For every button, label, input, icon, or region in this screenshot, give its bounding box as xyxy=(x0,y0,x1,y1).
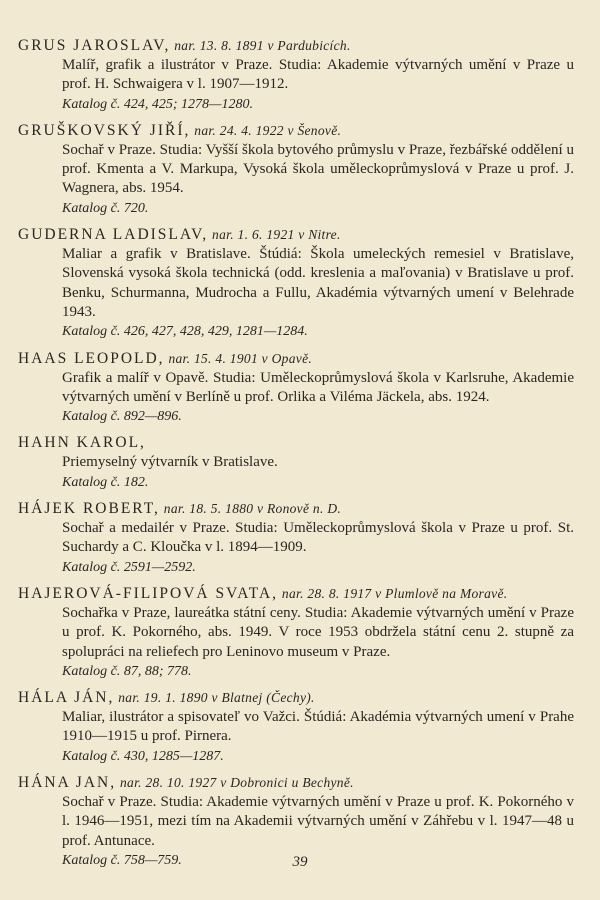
biography: Sochař v Praze. Studia: Vyšší škola bytového průmyslu v Praze, řezbářské oddělení u prof. Kmenta a V. Markupa, Vysoká škola uměleckoprůmyslová v Praze u prof. J. Wagnera, abs. 1954. xyxy=(62,141,574,197)
birth-info: nar. 19. 1. 1890 v Blatnej (Čechy). xyxy=(118,690,315,706)
artist-entry xyxy=(18,584,574,681)
artist-entry xyxy=(18,349,574,427)
artist-entry xyxy=(18,36,574,114)
catalog-reference: Katalog č. 720. xyxy=(62,200,149,216)
entry-text xyxy=(62,604,574,662)
birth-info: nar. 28. 10. 1927 v Dobronici u Bechyně. xyxy=(119,775,354,791)
birth-info: nar. 13. 8. 1891 v Pardubicích. xyxy=(174,38,351,53)
biography: Priemyselný výtvarník v Bratislave. xyxy=(62,454,278,471)
artist-entries xyxy=(18,36,574,877)
catalog-reference: Katalog č. 87, 88; 778. xyxy=(62,663,192,679)
entry-heading xyxy=(18,121,574,141)
artist-name: HAAS LEOPOLD, xyxy=(18,349,165,367)
catalog-reference: Katalog č. 182. xyxy=(62,474,149,490)
entry-text xyxy=(62,453,574,472)
artist-entry xyxy=(18,433,574,492)
artist-name: HÁNA JAN, xyxy=(18,774,117,792)
birth-info: nar. 24. 4. 1922 v Šenově. xyxy=(194,122,342,138)
artist-name: HAJEROVÁ-FILIPOVÁ SVATA, xyxy=(18,584,279,602)
entry-heading xyxy=(18,688,574,708)
artist-name: HÁLA JÁN, xyxy=(18,689,115,707)
entry-heading xyxy=(18,773,574,793)
artist-name: GRUŠKOVSKÝ JIŘÍ, xyxy=(18,121,191,139)
entry-text xyxy=(62,56,574,95)
catalog-reference: Katalog č. 2591—2592. xyxy=(62,559,196,575)
entry-text xyxy=(62,519,574,558)
biography: Sochař v Praze. Studia: Akademie výtvarných umění v Praze u prof. K. Pokorného v l. 1946—1951, mezi tím na Akademii výtvarných umění v Záhřebu v l. 1947—48 u prof. Antunace. xyxy=(62,794,574,849)
entry-text xyxy=(62,708,574,747)
entry-text xyxy=(62,369,574,408)
birth-info: nar. 15. 4. 1901 v Opavě. xyxy=(168,350,313,366)
birth-info: nar. 28. 8. 1917 v Plumlově na Moravě. xyxy=(281,585,508,601)
catalog-reference: Katalog č. 758—759. xyxy=(62,852,182,868)
biography: Maliar a grafik v Bratislave. Štúdiá: Škola umeleckých remesiel v Bratislave, Slovenská vysoká škola technická (odd. kreslenia a maľovania) v Bratislave u prof. Benku, Schurmanna, Mudrocha a Fullu, Akadémia výtvarných umení v Belehrade 1943. xyxy=(62,246,574,320)
catalog-reference: Katalog č. 430, 1285—1287. xyxy=(62,748,224,764)
entry-heading xyxy=(18,36,574,56)
artist-entry xyxy=(18,121,574,218)
biography: Sochař a medailér v Praze. Studia: Uměleckoprůmyslová škola v Praze u prof. St. Suchardy a C. Kloučka v l. 1894—1909. xyxy=(62,520,574,556)
entry-heading xyxy=(18,225,574,245)
birth-info: nar. 18. 5. 1880 v Ronově n. D. xyxy=(163,501,342,517)
entry-heading xyxy=(18,433,574,453)
artist-entry xyxy=(18,225,574,341)
artist-name: GRUS JAROSLAV, xyxy=(18,37,171,54)
entry-text xyxy=(62,141,574,199)
entry-text xyxy=(62,245,574,322)
artist-entry xyxy=(18,688,574,766)
entry-heading xyxy=(18,499,574,519)
artist-name: HÁJEK ROBERT, xyxy=(18,500,160,518)
catalog-reference: Katalog č. 426, 427, 428, 429, 1281—1284. xyxy=(62,324,308,340)
artist-name: GUDERNA LADISLAV, xyxy=(18,226,209,244)
biography: Malíř, grafik a ilustrátor v Praze. Studia: Akademie výtvarných umění v Praze u prof. H. Schwaigera v l. 1907—1912. xyxy=(62,57,574,93)
artist-name: HAHN KAROL, xyxy=(18,434,146,452)
entry-heading xyxy=(18,349,574,369)
page-number: 39 xyxy=(292,854,308,870)
biography: Maliar, ilustrátor a spisovateľ vo Važci. Štúdiá: Akadémia výtvarných umení v Prahe 1910—1915 u prof. Pirnera. xyxy=(62,709,574,745)
catalog-reference: Katalog č. 424, 425; 1278—1280. xyxy=(62,96,253,112)
birth-info: nar. 1. 6. 1921 v Nitre. xyxy=(212,227,341,243)
catalog-reference: Katalog č. 892—896. xyxy=(62,409,182,425)
entry-heading xyxy=(18,584,574,604)
artist-entry xyxy=(18,499,574,577)
entry-text xyxy=(62,793,574,851)
biography: Grafik a malíř v Opavě. Studia: Uměleckoprůmyslová škola v Karlsruhe, Akademie výtvarných umění v Berlíně u prof. Orlika a Viléma Jäckela, abs. 1924. xyxy=(62,369,574,405)
biography: Sochařka v Praze, laureátka státní ceny. Studia: Akademie výtvarných umění v Praze u prof. K. Pokorného, abs. 1949. V roce 1953 obdržela státní cenu 2. stupně za spolupráci na reliefech pro Leninovo museum v Praze. xyxy=(62,604,574,660)
